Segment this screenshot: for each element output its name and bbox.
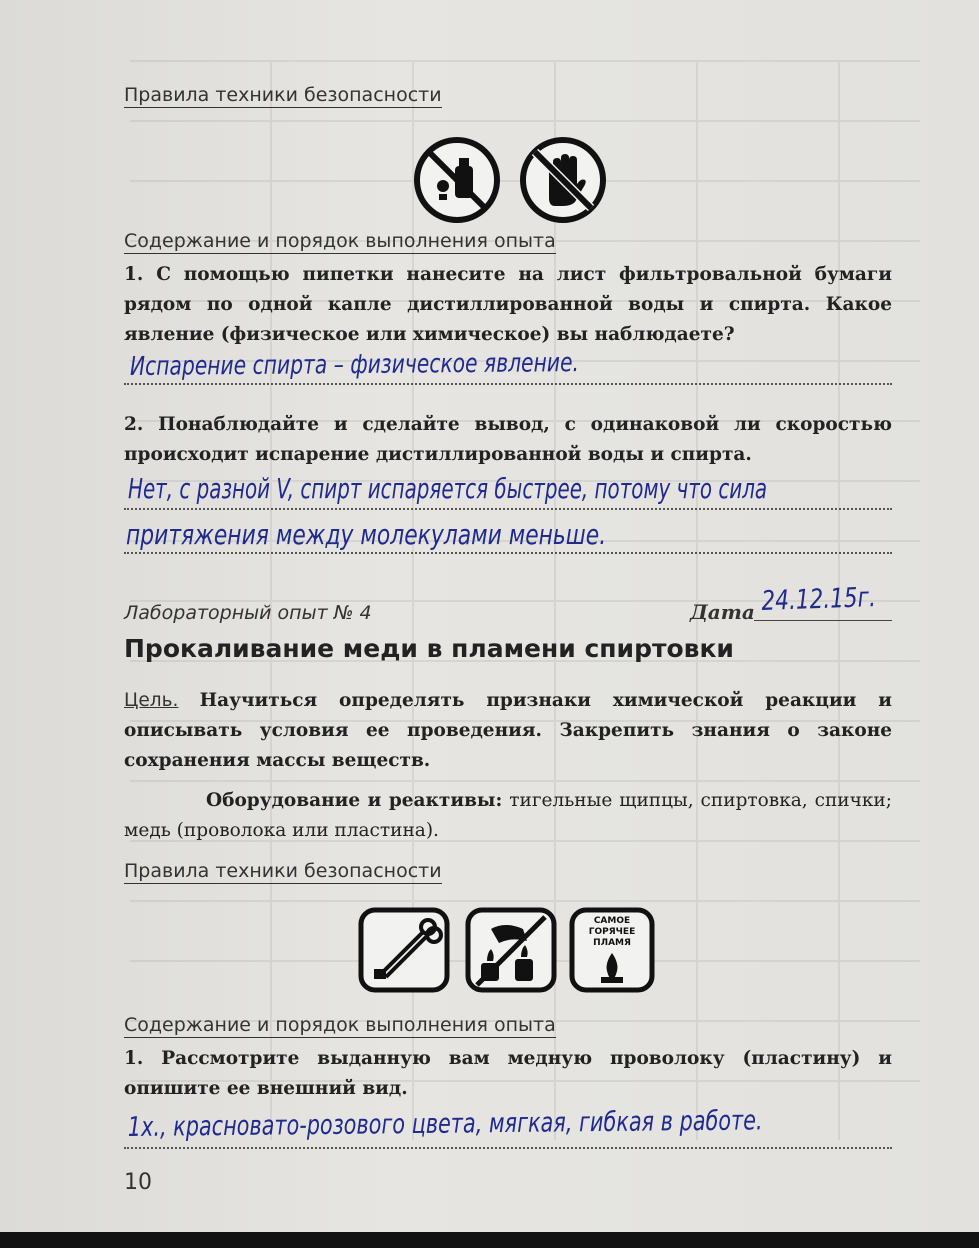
goal-label: Цель. (124, 690, 179, 711)
answer-line (124, 1147, 892, 1149)
hottest-flame-icon (569, 907, 655, 993)
task-1 (124, 260, 892, 350)
task-3-number: 1. (124, 1048, 144, 1069)
lab-label: Лабораторный опыт № 4 (124, 602, 372, 624)
task-3-text: Рассмотрите выданную вам медную проволоку (пластину) и опишите ее внешний вид. (124, 1048, 892, 1099)
crucible-tongs-icon (358, 907, 450, 993)
no-touching-icon (519, 136, 607, 224)
task-3-answer: 1х., красновато-розового цвета, мягкая, гибкая в работе. (127, 1105, 763, 1143)
task-2-answer-line-2: притяжения между молекулами меньше. (126, 518, 607, 551)
goal-text: Научиться определять признаки химической реакции и описывать условия ее проведения. Закрепить знания о законе сохранения массы веществ. (124, 690, 892, 771)
task-2 (124, 410, 892, 470)
answer-line (124, 552, 892, 554)
task-2-number: 2. (124, 414, 144, 435)
goal-paragraph (124, 686, 892, 776)
scan-edge (0, 1232, 979, 1248)
flame-icon-text-3: ПЛАМЯ (593, 938, 631, 948)
content-order-heading: Содержание и порядок выполнения опыта (124, 230, 556, 252)
date-label: Дата (690, 600, 755, 624)
task-2-text: Понаблюдайте и сделайте вывод, с одинаковой ли скоростью происходит испарение дистиллированной воды и спирта. (124, 414, 892, 465)
task-1-text: С помощью пипетки нанесите на лист фильтровальной бумаги рядом по одной капле дистиллированной воды и спирта. Какое явление (физическое или химическое) вы наблюдаете? (124, 264, 892, 345)
no-open-flame-transfer-icon (465, 907, 557, 993)
content-order-heading-2: Содержание и порядок выполнения опыта (124, 1014, 556, 1036)
answer-line (124, 508, 892, 510)
date-line (754, 620, 892, 621)
equipment-label: Оборудование и реактивы: (206, 790, 503, 811)
task-2-answer-line-1: Нет, с разной V, спирт испаряется быстрее, потому что сила (128, 472, 768, 505)
safety-rules-heading: Правила техники безопасности (124, 84, 442, 106)
lab-title: Прокаливание меди в пламени спиртовки (124, 634, 734, 663)
date-value: 24.12.15г. (760, 582, 877, 617)
flame-icon-text-2: ГОРЯЧЕЕ (588, 927, 636, 937)
task-3 (124, 1044, 892, 1104)
page-number: 10 (124, 1170, 152, 1195)
task-1-answer: Испарение спирта – физическое явление. (129, 348, 580, 382)
safety-rules-heading-2: Правила техники безопасности (124, 860, 442, 882)
flame-icon-text-1: САМОЕ (593, 916, 631, 926)
no-tasting-icon (413, 136, 501, 224)
answer-line (124, 383, 892, 385)
equipment-paragraph (124, 786, 892, 846)
task-1-number: 1. (124, 264, 144, 285)
equipment-text: тигельные щипцы, спиртовка, спички; медь (проволока или пластина). (124, 790, 892, 841)
